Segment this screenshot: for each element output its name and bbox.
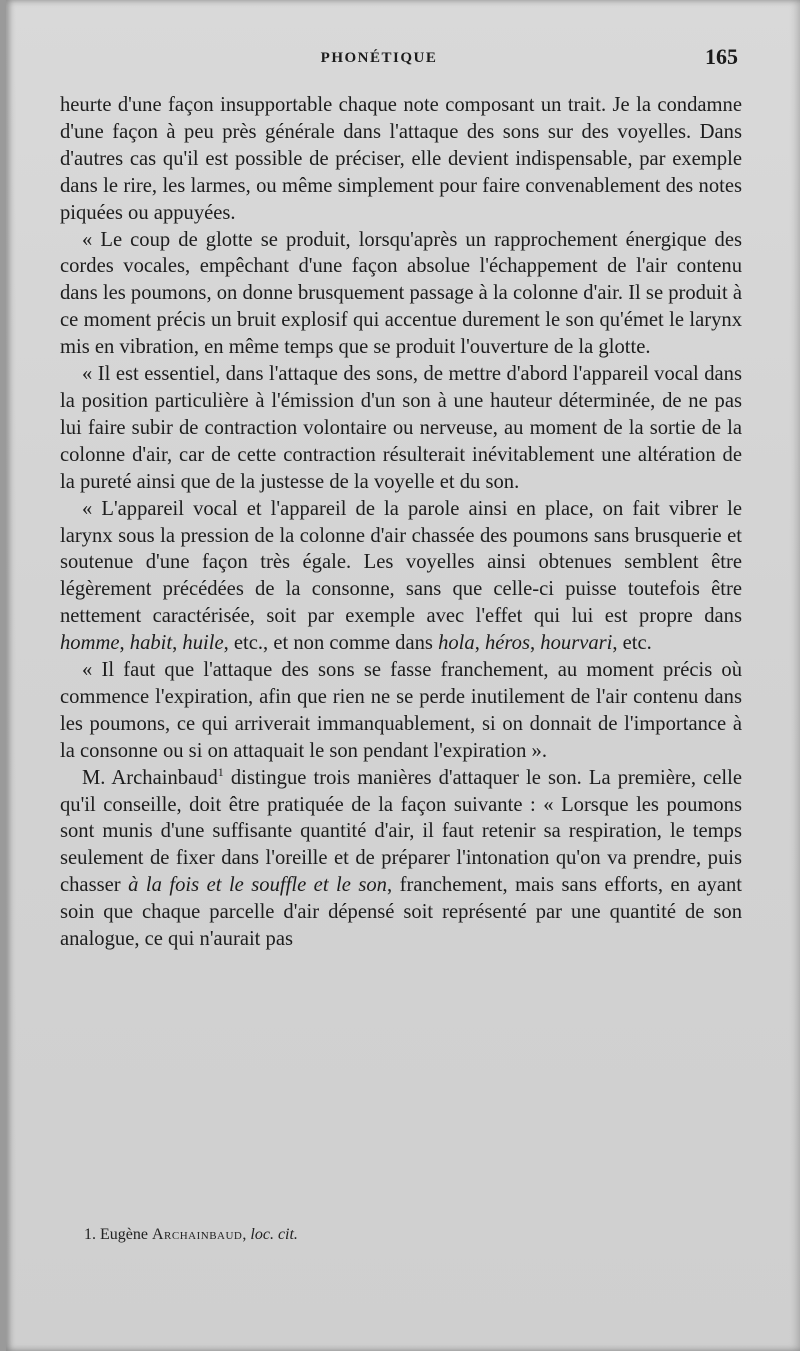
running-title: PHONÉTIQUE [320, 50, 438, 66]
paragraph-6-text-a: M. Archainbaud [82, 766, 218, 789]
footnote-first-name: Eugène [100, 1226, 148, 1243]
footnote-reference: loc. cit. [250, 1226, 298, 1243]
footnote-number: 1. [84, 1226, 96, 1243]
paragraph-4-text-b: , etc., et non comme dans [223, 632, 439, 655]
book-page [6, 0, 800, 1351]
italic-word-heros: héros [485, 632, 530, 655]
paragraph-4-text-a: « L'appareil vocal et l'appareil de la parole ainsi en place, on fait vibrer le larynx sous la pression de la colonne d'air chassée des poumons sans brusquerie et soutenue d'une façon très égale. Les voyelles ainsi obtenues semblent être légèrement précédées de la consonne, sans que celle-ci puisse toutefois être nettement caractérisée, soit par exemple avec l'effet qui lui est propre dans [60, 497, 742, 628]
body-text [60, 92, 742, 953]
footnote [84, 1226, 298, 1244]
paragraph-6 [60, 765, 742, 953]
italic-word-homme: homme [60, 632, 120, 655]
page-number: 165 [705, 44, 738, 69]
italic-word-hourvari: hourvari [540, 632, 613, 655]
paragraph-5: « Il faut que l'attaque des sons se fasse franchement, au moment précis où commence l'expiration, afin que rien ne se perde inutilement de l'air contenu dans les poumons, ce qui arriverait immanquablement, si on donnait de l'importance à la consonne ou si on attaquait le son pendant l'expiration ». [60, 659, 742, 762]
italic-word-hola: hola [438, 632, 475, 655]
paragraph-3: « Il est essentiel, dans l'attaque des sons, de mettre d'abord l'appareil vocal dans la position particulière à l'émission d'un son à une hauteur déterminée, de ne pas lui faire subir de contraction volontaire ou nerveuse, au moment de la sortie de la colonne d'air, car de cette contraction résulterait inévitablement une altération de la pureté ainsi que de la justesse de la voyelle et du son. [60, 363, 742, 493]
italic-word-habit: habit [129, 632, 173, 655]
paragraph-1: heurte d'une façon insupportable chaque note composant un trait. Je la condamne d'une façon à peu près générale dans l'attaque des sons sur des voyelles. Dans d'autres cas qu'il est possible de préciser, elle devient indispensable, par exemple dans le rire, les larmes, ou même simplement pour faire convenablement des notes piquées ou appuyées. [60, 94, 742, 224]
paragraph-6-text-c: , franchement, mais sans efforts, en ayant soin que chaque parcelle d'air dépensé soit représenté par une quantité de son analogue, ce qui n'aurait pas [60, 874, 742, 951]
paragraph-6-text-b: distingue trois manières d'attaquer le son. La première, celle qu'il conseille, doit être pratiquée de la façon suivante : « Lorsque les poumons sont munis d'une suffisante quantité d'air, il faut retenir sa respiration, le temps seulement de fixer dans l'oreille et de préparer l'intonation qu'on va prendre, puis chasser [60, 766, 742, 897]
paragraph-2: « Le coup de glotte se produit, lorsqu'après un rapprochement énergique des cordes vocales, empêchant d'une façon absolue l'échappement de l'air contenu dans les poumons, on donne brusquement passage à la colonne d'air. Il se produit à ce moment précis un bruit explosif qui accentue durement le son qu'émet le larynx mis en vibration, en même temps que se produit l'ouverture de la glotte. [60, 228, 743, 359]
paragraph-4-text-c: , etc. [612, 632, 652, 655]
italic-word-huile: huile [182, 632, 224, 655]
italic-phrase-souffle-son: à la fois et le souffle et le son [128, 874, 387, 897]
footnote-surname: Archainbaud [151, 1226, 243, 1243]
footnote-separator: , [242, 1226, 251, 1243]
footnote-marker: 1 [217, 764, 224, 779]
paragraph-4: « L'appareil vocal et l'appareil de la parole ainsi en place, on fait vibrer le larynx sous la pression de la colonne d'air chassée des poumons sans brusquerie et soutenue d'une façon très égale. Les voyelles ainsi obtenues semblent être légèrement précédées de la consonne, sans que celle-ci puisse toutefois être nettement caractérisée, soit par exemple avec l'effet qui lui est propre dans homme, habit, huile, etc., et non comme dans hola, héros, hourvari, etc. [60, 497, 742, 655]
